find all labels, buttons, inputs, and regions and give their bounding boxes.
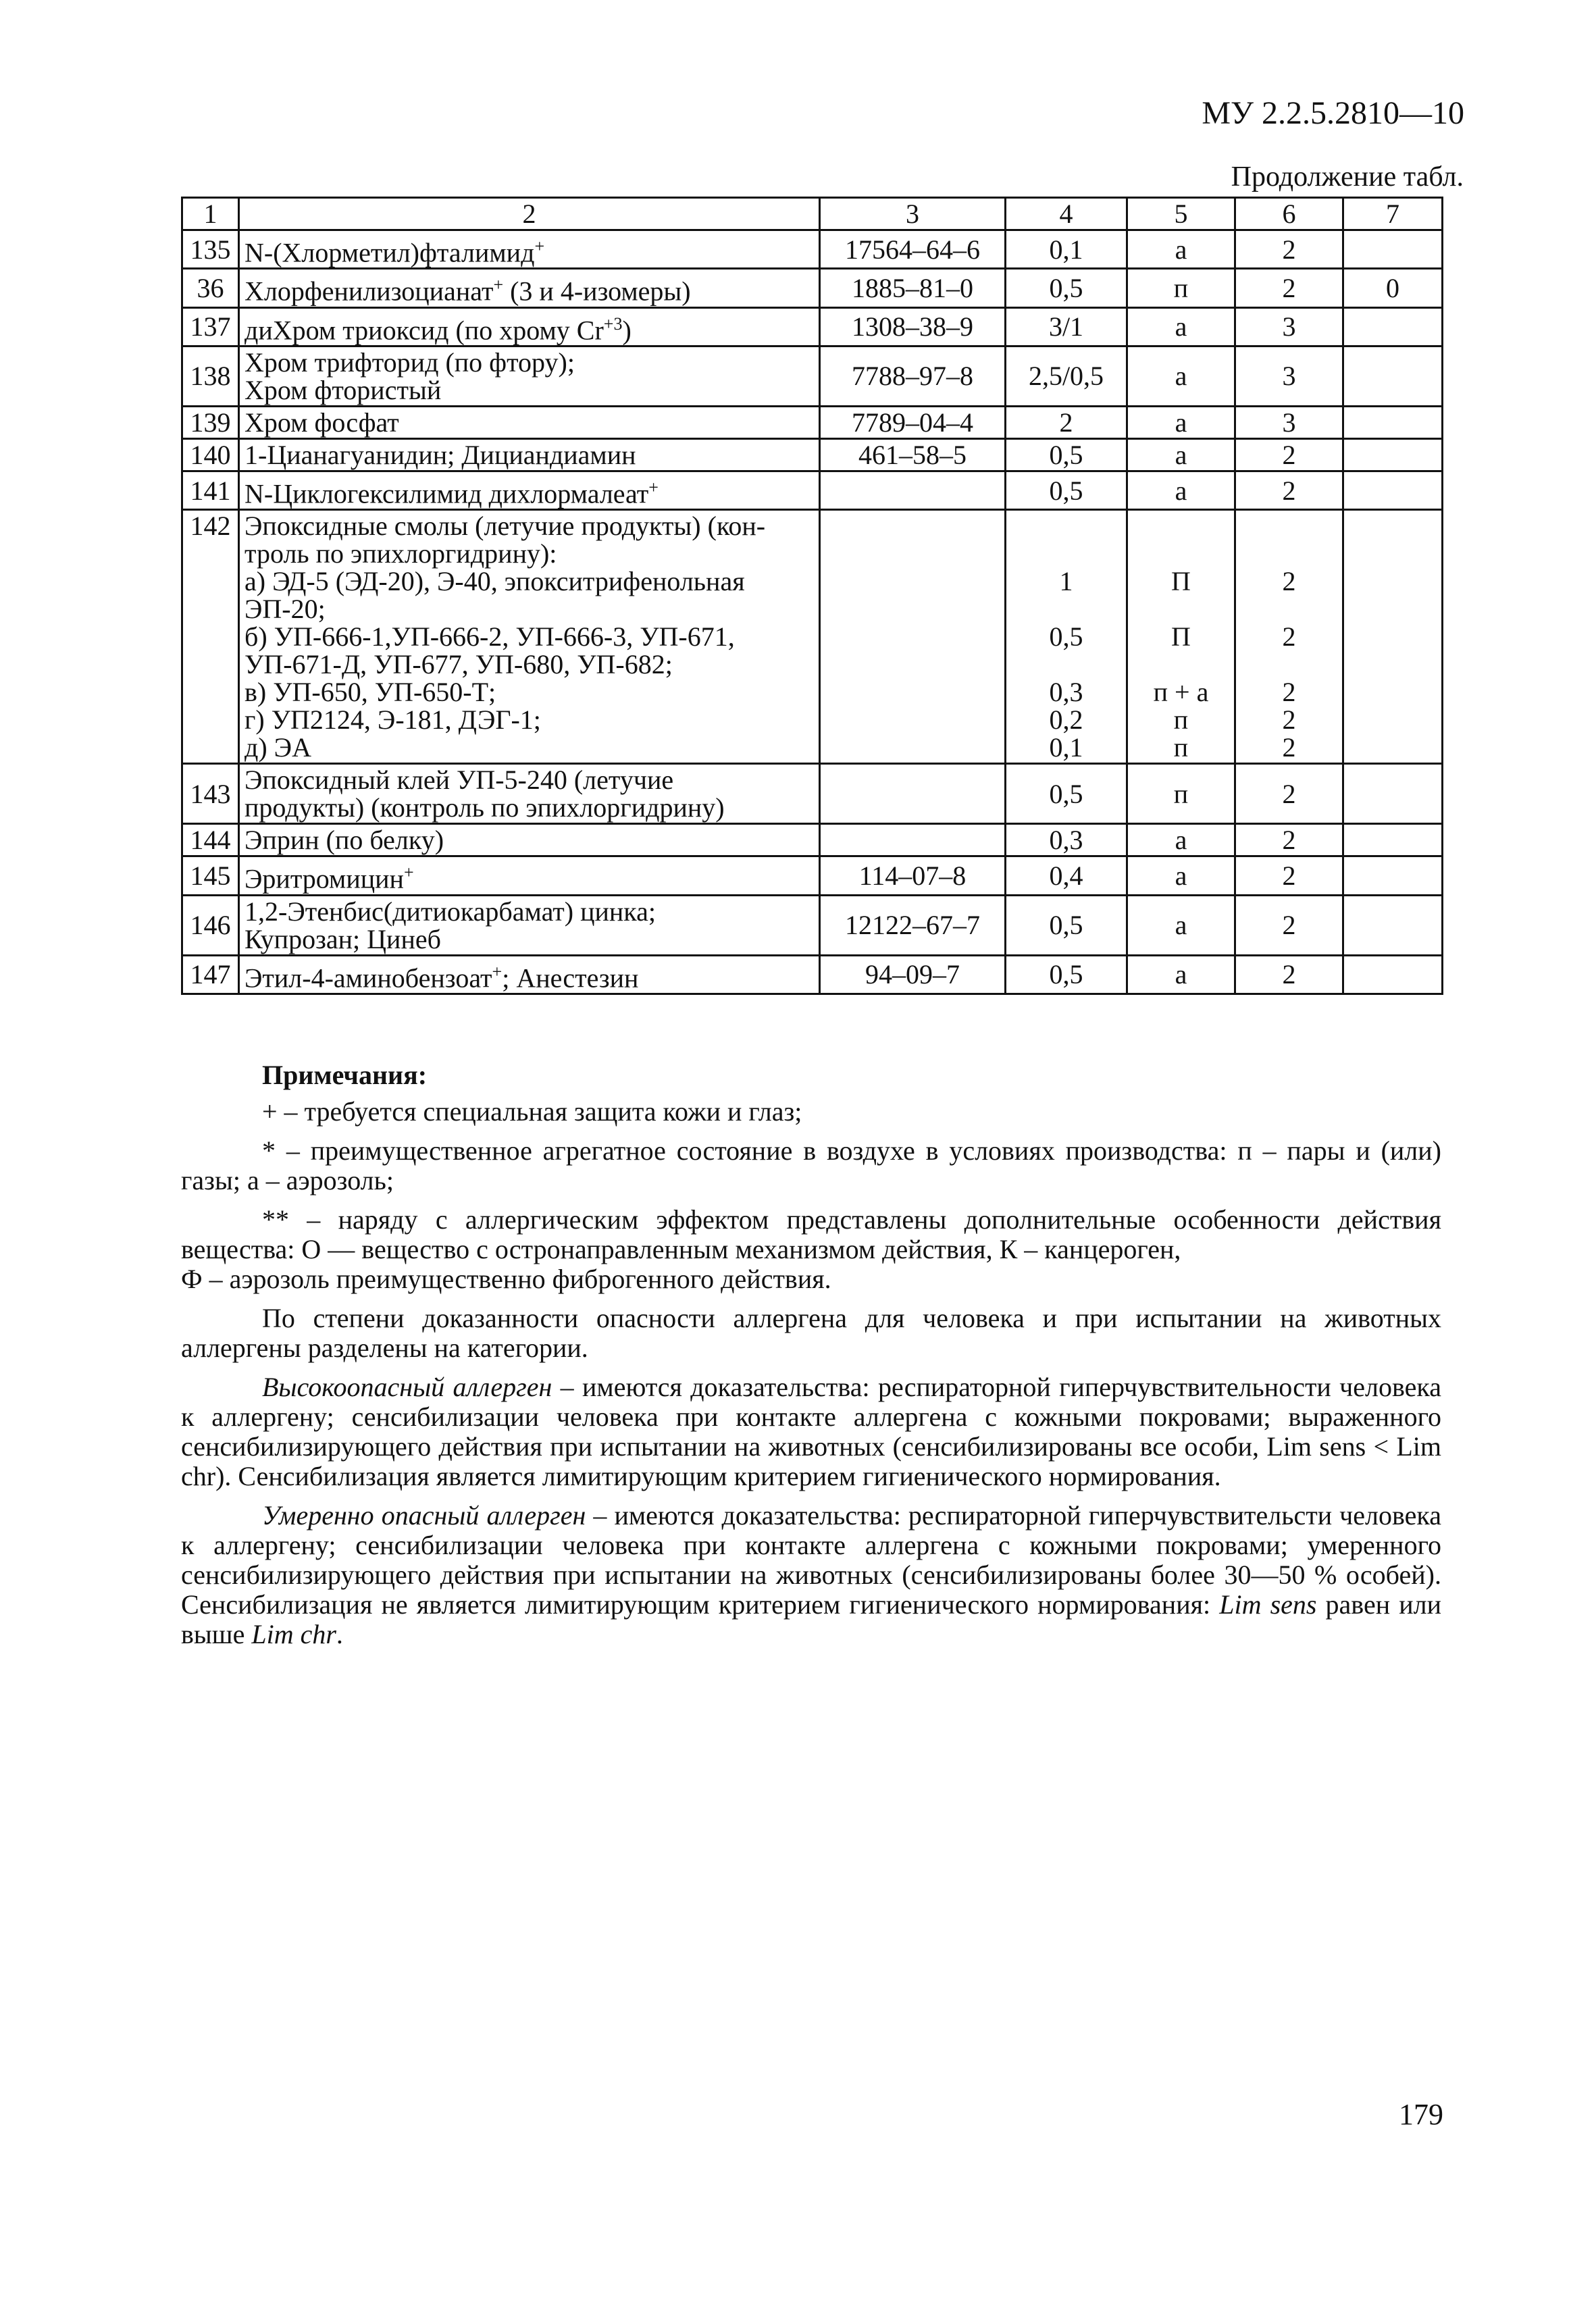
aggregate-state: а	[1127, 438, 1235, 471]
table-row	[182, 406, 1443, 438]
name-line: в) УП-650, УП-650-Т;	[244, 677, 496, 708]
aggregate-state: п	[1127, 269, 1235, 307]
hazard-class: 3	[1235, 346, 1343, 406]
substance-name	[239, 307, 820, 346]
row-number: 141	[182, 471, 239, 509]
row-number: 146	[182, 895, 239, 955]
superscript-mark: +	[493, 275, 504, 295]
superscript-mark: +	[403, 863, 414, 883]
table-row	[182, 764, 1443, 824]
high-risk-text: – имеются доказательства: респираторной гиперчувствительности человека к аллергену; сенсибилизации человека при контакте аллергена с кожными покровами; выраженного сенсибилизирующего действия при испытании на животных (сенсибилизированы все особи, Lim sens < Lim chr). Сенсибилизация является лимитирующим критерием гигиенического нормирования.	[181, 1372, 1441, 1491]
pdk-line: 0,2	[1049, 704, 1083, 736]
header-cell: 7	[1343, 198, 1443, 230]
moderate-risk-end: .	[336, 1619, 343, 1649]
substance-name	[239, 955, 820, 994]
name-text: Хром фосфат	[244, 407, 399, 438]
special-note	[1343, 471, 1443, 509]
name-tail: (3 и 4-изомеры)	[503, 276, 691, 307]
header-cell: 6	[1235, 198, 1343, 230]
row-number: 143	[182, 764, 239, 824]
row-number: 144	[182, 824, 239, 856]
hazard-class: 3	[1235, 406, 1343, 438]
allergen-table	[181, 197, 1443, 995]
class-line	[1241, 650, 1337, 678]
special-note	[1343, 895, 1443, 955]
state-line	[1133, 650, 1229, 678]
cas-number	[820, 764, 1006, 824]
name-text: 1,2-Этенбис(дитиокарбамат) цинка;	[244, 896, 657, 927]
table-row	[182, 895, 1443, 955]
header-row	[182, 198, 1443, 230]
row-number: 147	[182, 955, 239, 994]
superscript-mark: +	[492, 961, 503, 981]
special-note	[1343, 230, 1443, 269]
aggregate-state: а	[1127, 307, 1235, 346]
header-cell: 3	[820, 198, 1006, 230]
pdk-value-stack	[1006, 510, 1127, 764]
cas-number: 461–58–5	[820, 438, 1006, 471]
aggregate-state-stack	[1127, 510, 1235, 764]
class-line	[1241, 540, 1337, 567]
moderate-risk-mid: равен или выше	[181, 1589, 1441, 1649]
state-line: п	[1173, 704, 1189, 736]
lim-chr-term: Lim chr	[251, 1619, 336, 1649]
name-text: Эпоксидный клей УП-5-240 (летучие	[244, 765, 674, 796]
note-plus: + – требуется специальная защита кожи и глаз;	[262, 1096, 802, 1127]
pdk-value: 0,5	[1006, 895, 1127, 955]
special-note	[1343, 406, 1443, 438]
aggregate-state: а	[1127, 955, 1235, 994]
name-tail: ; Анестезин	[502, 962, 639, 993]
substance-name	[239, 269, 820, 307]
pdk-line	[1011, 512, 1121, 540]
row-number: 139	[182, 406, 239, 438]
class-line: 2	[1282, 704, 1296, 736]
row-number: 36	[182, 269, 239, 307]
pdk-line: 0,3	[1049, 677, 1083, 708]
pdk-value: 2,5/0,5	[1006, 346, 1127, 406]
pdk-value: 0,4	[1006, 856, 1127, 895]
name-text: Этил-4-аминобензоат	[244, 962, 492, 993]
class-line	[1241, 595, 1337, 623]
name-text: Хром трифторид (по фтору);	[244, 346, 575, 378]
paragraph-high-risk	[181, 1372, 1441, 1491]
pdk-line	[1011, 540, 1121, 567]
table-row	[182, 230, 1443, 269]
superscript-mark: +	[534, 236, 545, 256]
notes-section	[181, 1060, 1441, 1659]
pdk-value: 0,3	[1006, 824, 1127, 856]
cas-number: 1308–38–9	[820, 307, 1006, 346]
state-line: П	[1171, 566, 1191, 597]
note-double-star: ** – наряду с аллергическим эффектом представлены дополнительные особенности действия вещества: О — вещество с остронаправленным механизмом действия, К – канцероген,	[181, 1204, 1441, 1264]
cas-number: 7789–04–4	[820, 406, 1006, 438]
substance-name	[239, 764, 820, 824]
state-line: П	[1171, 621, 1191, 652]
state-line: п	[1173, 732, 1189, 763]
header-cell: 5	[1127, 198, 1235, 230]
substance-name	[239, 346, 820, 406]
hazard-class: 2	[1235, 471, 1343, 509]
table-row	[182, 438, 1443, 471]
special-note	[1343, 764, 1443, 824]
name-line: троль по эпихлоргидрину):	[244, 538, 557, 569]
substance-name	[239, 824, 820, 856]
hazard-class: 2	[1235, 824, 1343, 856]
special-note	[1343, 307, 1443, 346]
name-text: 1-Цианагуанидин; Дициандиамин	[244, 439, 636, 470]
cas-number	[820, 510, 1006, 764]
special-note	[1343, 346, 1443, 406]
hazard-class: 3	[1235, 307, 1343, 346]
name-line: а) ЭД-5 (ЭД-20), Э-40, эпокситрифенольная	[244, 566, 745, 597]
aggregate-state: п	[1127, 764, 1235, 824]
substance-name-multiline	[239, 510, 820, 764]
substance-name	[239, 471, 820, 509]
name-line: г) УП2124, Э-181, ДЭГ-1;	[244, 704, 541, 736]
substance-name	[239, 895, 820, 955]
document-code: МУ 2.2.5.2810—10	[1202, 95, 1464, 131]
aggregate-state: а	[1127, 895, 1235, 955]
cas-number: 1885–81–0	[820, 269, 1006, 307]
special-note	[1343, 856, 1443, 895]
cas-number	[820, 824, 1006, 856]
lim-sens-term: Lim sens	[1219, 1589, 1317, 1620]
state-line	[1133, 595, 1229, 623]
row-number: 140	[182, 438, 239, 471]
hazard-class: 2	[1235, 955, 1343, 994]
aggregate-state: а	[1127, 346, 1235, 406]
aggregate-state: а	[1127, 824, 1235, 856]
pdk-value: 0,5	[1006, 955, 1127, 994]
row-number: 145	[182, 856, 239, 895]
class-line: 2	[1282, 566, 1296, 597]
table-row	[182, 856, 1443, 895]
cas-number: 7788–97–8	[820, 346, 1006, 406]
term-high-risk: Высокоопасный аллерген	[262, 1372, 552, 1402]
pdk-line	[1011, 595, 1121, 623]
pdk-value: 0,5	[1006, 471, 1127, 509]
cas-number: 17564–64–6	[820, 230, 1006, 269]
aggregate-state: а	[1127, 230, 1235, 269]
pdk-line: 0,5	[1049, 621, 1083, 652]
table-continuation-label: Продолжение табл.	[1231, 161, 1464, 192]
name-line: ЭП-20;	[244, 594, 326, 625]
special-note	[1343, 824, 1443, 856]
superscript-mark: +	[648, 477, 659, 497]
note-double-star-cont: Ф – аэрозоль преимущественно фиброгенного действия.	[181, 1264, 831, 1294]
special-note: 0	[1343, 269, 1443, 307]
notes-title: Примечания:	[262, 1060, 428, 1090]
special-note	[1343, 510, 1443, 764]
name-line: УП-671-Д, УП-677, УП-680, УП-682;	[244, 649, 673, 680]
name-text-line2: Хром фтористый	[244, 374, 442, 405]
aggregate-state: а	[1127, 856, 1235, 895]
aggregate-state: а	[1127, 471, 1235, 509]
special-note	[1343, 438, 1443, 471]
pdk-value: 2	[1006, 406, 1127, 438]
table-row	[182, 824, 1443, 856]
pdk-line	[1011, 650, 1121, 678]
cas-number: 94–09–7	[820, 955, 1006, 994]
cas-number: 114–07–8	[820, 856, 1006, 895]
hazard-class: 2	[1235, 269, 1343, 307]
substance-name	[239, 856, 820, 895]
hazard-class: 2	[1235, 230, 1343, 269]
class-line: 2	[1282, 677, 1296, 708]
name-line: д) ЭА	[244, 732, 311, 763]
aggregate-state: а	[1127, 406, 1235, 438]
hazard-class: 2	[1235, 895, 1343, 955]
name-line: б) УП-666-1,УП-666-2, УП-666-3, УП-671,	[244, 621, 735, 652]
name-text: диХром триоксид (по хрому Cr	[244, 314, 604, 345]
hazard-class: 2	[1235, 764, 1343, 824]
name-text-line2: продукты) (контроль по эпихлоргидрину)	[244, 792, 725, 823]
pdk-line: 0,1	[1049, 732, 1083, 763]
superscript-mark: +3	[603, 313, 623, 334]
table-row	[182, 955, 1443, 994]
table-row	[182, 269, 1443, 307]
class-line: 2	[1282, 732, 1296, 763]
moderate-risk-text: – имеются доказательства: респираторной гиперчувствительсти человека к аллергену; сенсибилизации человека при контакте аллергена с кожными покровами; умеренного сенсибилизирующего действия при испытании на животных (сенсибилизированы более 30—50 % особей). Сенсибилизация не является лимитирующим критерием гигиенического нормирования:	[181, 1500, 1441, 1620]
name-tail: )	[622, 314, 632, 345]
substance-name	[239, 406, 820, 438]
pdk-value: 0,5	[1006, 438, 1127, 471]
table-row-142	[182, 510, 1443, 764]
hazard-class-stack	[1235, 510, 1343, 764]
special-note	[1343, 955, 1443, 994]
pdk-value: 0,5	[1006, 764, 1127, 824]
name-text: Эритромицин	[244, 863, 404, 894]
name-text: N-(Хлорметил)фталимид	[244, 237, 535, 268]
header-cell: 1	[182, 198, 239, 230]
row-number: 142	[182, 510, 239, 764]
row-number: 138	[182, 346, 239, 406]
name-text: N-Циклогексилимид дихлормалеат	[244, 478, 649, 509]
table-row	[182, 471, 1443, 509]
name-text: Хлорфенилизоцианат	[244, 276, 494, 307]
substance-name	[239, 230, 820, 269]
paragraph-categories: По степени доказанности опасности аллергена для человека и при испытании на животных аллергены разделены на категории.	[181, 1303, 1441, 1363]
substance-name	[239, 438, 820, 471]
class-line: 2	[1282, 621, 1296, 652]
term-moderate-risk: Умеренно опасный аллерген	[262, 1500, 586, 1531]
name-text-line2: Купрозан; Цинеб	[244, 923, 441, 954]
table-row	[182, 307, 1443, 346]
state-line: п + а	[1153, 677, 1209, 708]
paragraph-moderate-risk	[181, 1501, 1441, 1649]
name-text: Эприн (по белку)	[244, 825, 444, 856]
cas-number	[820, 471, 1006, 509]
row-number: 137	[182, 307, 239, 346]
row-number: 135	[182, 230, 239, 269]
state-line	[1133, 512, 1229, 540]
pdk-value: 3/1	[1006, 307, 1127, 346]
cas-number: 12122–67–7	[820, 895, 1006, 955]
page-number: 179	[1399, 2098, 1443, 2131]
hazard-class: 2	[1235, 856, 1343, 895]
pdk-value: 0,5	[1006, 269, 1127, 307]
table-row	[182, 346, 1443, 406]
name-line: Эпоксидные смолы (летучие продукты) (кон-	[244, 511, 766, 542]
pdk-line: 1	[1059, 566, 1073, 597]
header-cell: 4	[1006, 198, 1127, 230]
state-line	[1133, 540, 1229, 567]
pdk-value: 0,1	[1006, 230, 1127, 269]
class-line	[1241, 512, 1337, 540]
note-star: * – преимущественное агрегатное состояние в воздухе в условиях производства: п – пары и (или) газы; а – аэрозоль;	[181, 1135, 1441, 1195]
hazard-class: 2	[1235, 438, 1343, 471]
header-cell: 2	[239, 198, 820, 230]
